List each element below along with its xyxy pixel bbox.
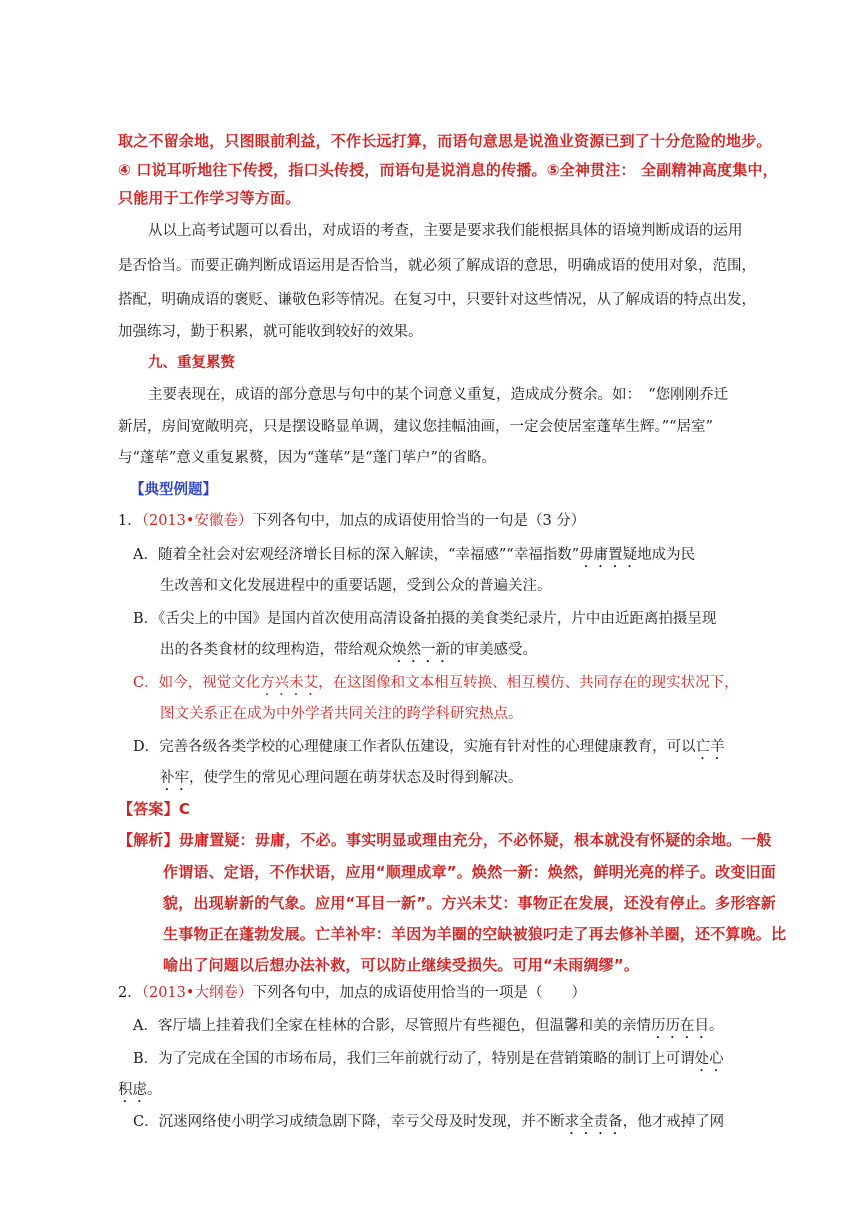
section-body-2: 新居，房间宽敞明亮，只是摆设略显单调，建议您挂幅油画，一定会使居室蓬荜生辉。”“居室” <box>118 419 713 435</box>
q2-b-text-post: 。 <box>147 1082 162 1098</box>
q2-option-a <box>133 1016 723 1042</box>
q1-a-text: A．随着全社会对宏观经济增长目标的深入解读，“幸福感”“幸福指数” <box>133 547 580 563</box>
q2-option-c <box>133 1112 724 1138</box>
answer-value: C <box>178 800 191 818</box>
q1-d-idiom-1: 亡羊 <box>695 739 725 755</box>
analysis-line-1 <box>118 830 772 850</box>
analysis-line-2: 作谓语、定语，不作状语，应用“顺理成章”。焕然一新：焕然，鲜明光亮的样子。改变旧面 <box>163 863 776 881</box>
section-body-3: 与“蓬荜”意义重复累赘，因为“蓬荜”是“蓬门荜户”的省略。 <box>118 450 496 466</box>
q2-source: （2013•大纲卷） <box>141 985 253 1001</box>
q1-d-text-post: ，使学生的常见心理问题在萌芽状态及时得到解决。 <box>189 770 523 786</box>
answer-label: 【答案】 <box>118 800 179 818</box>
q1-b-text-post: 的审美感受。 <box>450 642 537 658</box>
q2-c-idiom: 求全责备 <box>564 1114 623 1130</box>
q2-c-text: C．沉迷网络使小明学习成绩急剧下降，幸亏父母及时发现，并不断 <box>133 1114 565 1130</box>
intro-line-3: 只能用于工作学习等方面。 <box>118 189 301 207</box>
answer <box>118 799 190 820</box>
q2-stem <box>118 983 586 1003</box>
q1-b-idiom: 焕然一新 <box>392 642 450 658</box>
section-title: 九、重复累赘 <box>148 355 235 371</box>
q1-c-text-post: ，在这图像和文本相互转换、相互模仿、共同存在的现实状况下， <box>318 675 739 691</box>
q1-stem-text: 下列各句中，加点的成语使用恰当的一句是（3 分） <box>252 513 586 529</box>
analysis-line-3: 貌，出现崭新的气象。应用“耳目一新”。方兴未艾：事物正在发展，还没有停止。多形容新 <box>163 894 776 912</box>
q1-source: （2013•安徽卷） <box>141 513 253 529</box>
summary-line-2: 是否恰当。而要正确判断成语运用是否恰当，就必须了解成语的意思，明确成语的使用对象，范围， <box>118 258 756 274</box>
q2-option-b-line-1 <box>133 1049 724 1075</box>
q2-a-text-post: 。 <box>708 1018 724 1034</box>
q1-option-d-line-2 <box>160 768 523 794</box>
summary-line-1: 从以上高考试题可以看出，对成语的考查，主要是要求我们能根据具体的语境判断成语的运用 <box>148 223 743 239</box>
q2-b-idiom-1: 处心 <box>694 1051 724 1067</box>
q1-option-b-line-2 <box>160 640 537 666</box>
q1-stem <box>118 511 585 531</box>
q1-a-idiom: 毋庸置疑 <box>579 547 638 563</box>
q1-option-c-line-2: 图文关系正在成为中外学者共同关注的跨学科研究热点。 <box>160 706 523 722</box>
summary-line-4: 加强练习，勤于积累，就可能收到较好的效果。 <box>118 324 423 340</box>
q1-option-d-line-1 <box>133 737 725 763</box>
analysis-label: 【解析】 <box>118 831 179 849</box>
intro-line-1: 取之不留余地，只图眼前利益，不作长远打算，而语句意思是说渔业资源已到了十分危险的地步。 <box>118 132 772 150</box>
summary-line-3: 搭配，明确成语的褒贬、谦敬色彩等情况。在复习中，只要针对这些情况，从了解成语的特点出发， <box>118 292 756 308</box>
q1-option-a-line-1 <box>133 545 695 571</box>
q1-c-text: C．如今，视觉文化 <box>133 675 261 691</box>
q1-option-b-line-1: B．《舌尖上的中国》是国内首次使用高清设备拍摄的美食类纪录片，片中由近距离拍摄呈现 <box>133 611 717 627</box>
q1-a-text-post: 地成为民 <box>637 547 696 563</box>
q2-b-text: B．为了完成在全国的市场布局，我们三年前就行动了，特别是在营销策略的制订上可谓 <box>133 1051 695 1067</box>
q1-number: 1． <box>118 513 142 529</box>
q1-c-idiom: 方兴未艾 <box>260 675 319 691</box>
q1-d-idiom-2: 补牢 <box>160 770 189 786</box>
q2-a-text: A．客厅墙上挂着我们全家在桂林的合影，尽管照片有些褪色，但温馨和美的亲情 <box>133 1018 651 1034</box>
analysis-line-5: 喻出了问题以后想办法补救，可以防止继续受损失。可用“未雨绸缪”。 <box>163 956 640 974</box>
q1-option-a-line-2: 生改善和文化发展进程中的重要话题，受到公众的普遍关注。 <box>160 578 552 594</box>
section-body-1: 主要表现在，成语的部分意思与句中的某个词意义重复，造成成分赘余。如： “您刚刚乔迁 <box>148 387 729 403</box>
example-label: 【典型例题】 <box>130 481 217 498</box>
q2-b-idiom-2: 积虑 <box>118 1082 147 1098</box>
q2-number: 2． <box>118 985 142 1001</box>
q2-stem-text: 下列各句中，加点的成语使用恰当的一项是（ ） <box>252 985 586 1001</box>
intro-line-2: ④ 口说耳听地往下传授，指口头传授，而语句是说消息的传播。⑤全神贯注： 全副精神高度集中， <box>118 161 778 179</box>
q2-a-idiom: 历历在目 <box>650 1018 709 1034</box>
analysis-line-4: 生事物正在蓬勃发展。亡羊补牢：羊因为羊圈的空缺被狼叼走了再去修补羊圈，还不算晚。比 <box>163 925 787 943</box>
analysis-text-1: 毋庸置疑：毋庸，不必。事实明显或理由充分，不必怀疑，根本就没有怀疑的余地。一般 <box>178 831 772 849</box>
q1-d-text: D．完善各级各类学校的心理健康工作者队伍建设，实施有针对性的心理健康教育，可以 <box>133 739 696 755</box>
q2-c-text-post: ，他才戒掉了网 <box>622 1114 725 1130</box>
q1-b-text: 出的各类食材的纹理构造，带给观众 <box>160 642 392 658</box>
q1-option-c-line-1 <box>133 673 739 699</box>
q2-option-b-line-2 <box>118 1080 162 1106</box>
